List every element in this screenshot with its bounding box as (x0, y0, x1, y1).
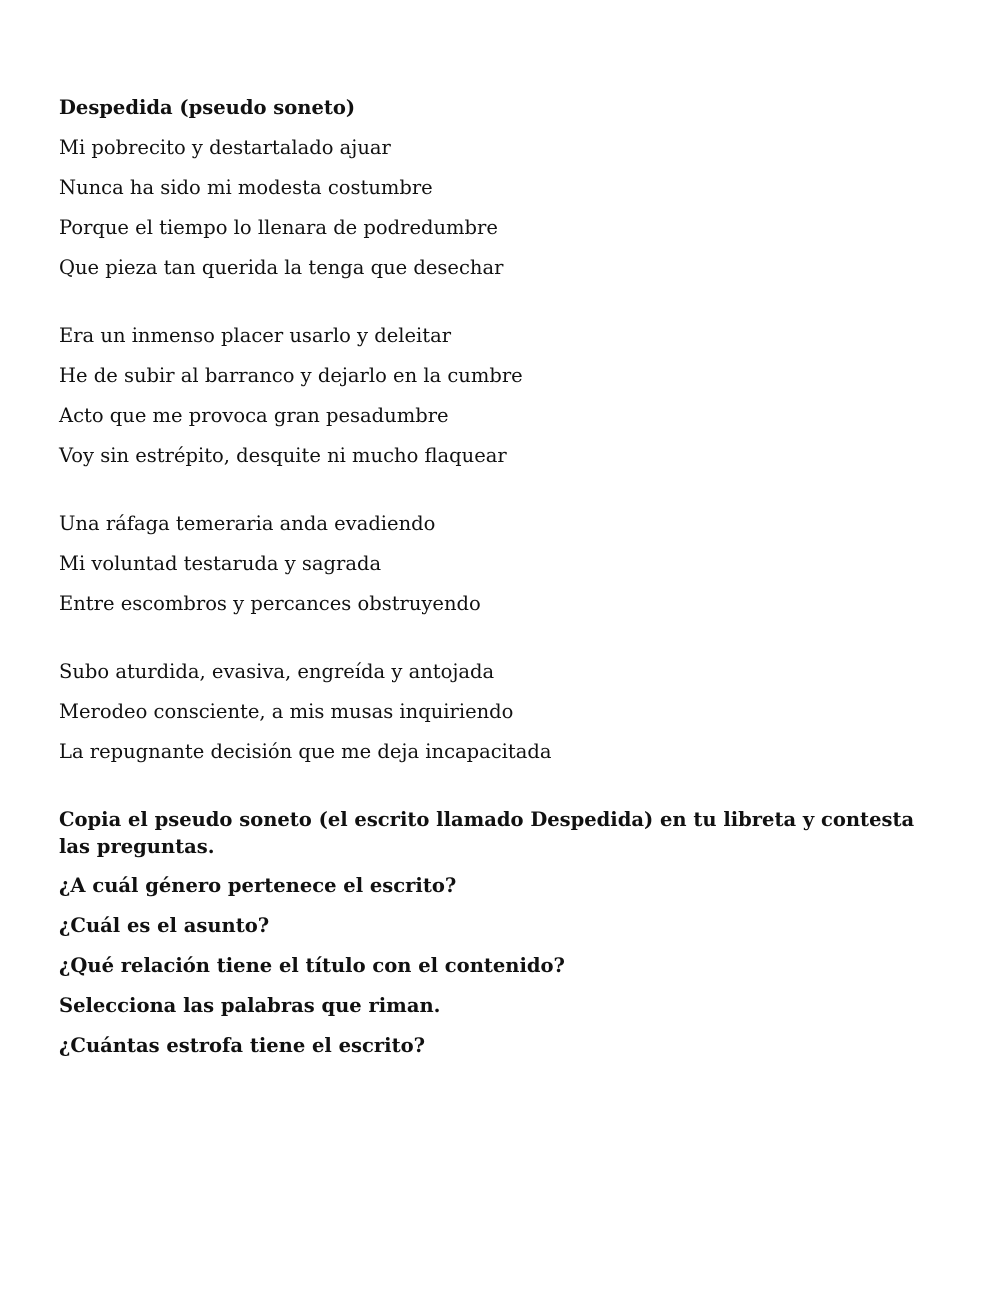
poem-line: Entre escombros y percances obstruyendo (59, 592, 481, 615)
question-item: ¿Qué relación tiene el título con el contenido? (59, 954, 565, 977)
poem-line: He de subir al barranco y dejarlo en la cumbre (59, 364, 523, 387)
stanza-1 (59, 134, 939, 282)
stanza-4 (59, 658, 939, 766)
instructions-section (59, 806, 939, 1060)
instructions-text: Copia el pseudo soneto (el escrito llamado Despedida) en tu libreta y contesta las preguntas. (59, 808, 915, 858)
poem-line: Voy sin estrépito, desquite ni mucho flaquear (59, 444, 507, 467)
poem-line: Merodeo consciente, a mis musas inquiriendo (59, 700, 514, 723)
poem-line: Era un inmenso placer usarlo y deleitar (59, 324, 452, 347)
poem-line: La repugnante decisión que me deja incapacitada (59, 740, 552, 763)
stanza-2 (59, 322, 939, 470)
poem-line: Subo aturdida, evasiva, engreída y antojada (59, 660, 495, 683)
poem-line: Que pieza tan querida la tenga que desechar (59, 256, 504, 279)
document-page (59, 94, 939, 1072)
poem-line: Acto que me provoca gran pesadumbre (59, 404, 449, 427)
poem-line: Porque el tiempo lo llenara de podredumbre (59, 216, 498, 239)
question-item: ¿Cuántas estrofa tiene el escrito? (59, 1034, 426, 1057)
poem-line: Mi pobrecito y destartalado ajuar (59, 136, 391, 159)
poem-line: Nunca ha sido mi modesta costumbre (59, 176, 433, 199)
question-item: ¿A cuál género pertenece el escrito? (59, 874, 457, 897)
question-item: Selecciona las palabras que riman. (59, 994, 441, 1017)
poem-line: Una ráfaga temeraria anda evadiendo (59, 512, 436, 535)
question-item: ¿Cuál es el asunto? (59, 914, 270, 937)
poem-title: Despedida (pseudo soneto) (59, 96, 356, 119)
stanza-3 (59, 510, 939, 618)
poem-line: Mi voluntad testaruda y sagrada (59, 552, 382, 575)
